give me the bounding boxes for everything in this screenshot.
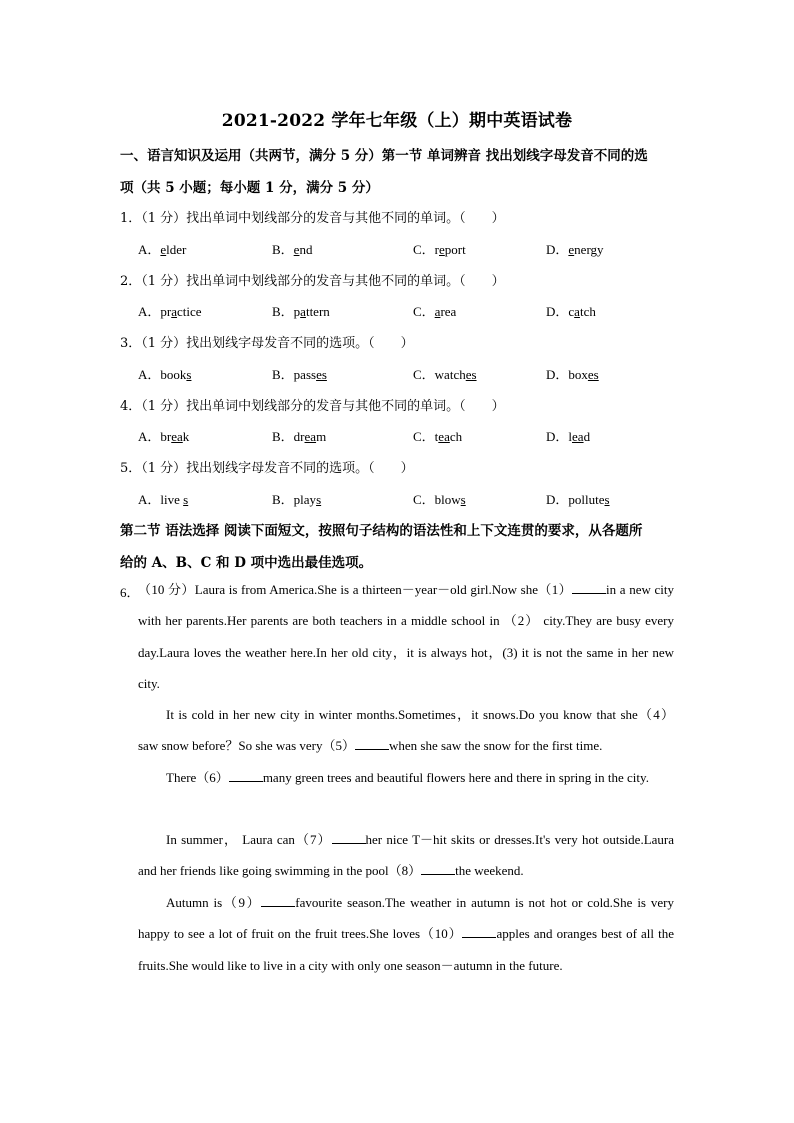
option-b[interactable]: B．plays bbox=[272, 492, 322, 507]
question-3-options bbox=[138, 364, 698, 382]
option-b[interactable]: B．pattern bbox=[272, 304, 330, 319]
passage-paragraph-3: There（6） many green trees and beautiful flowers here and there in spring in the city. bbox=[166, 770, 649, 785]
option-d[interactable]: D．boxes bbox=[546, 367, 599, 382]
answer-blank-5[interactable] bbox=[355, 738, 389, 750]
option-b[interactable]: B．end bbox=[272, 242, 313, 257]
option-a[interactable]: A．books bbox=[138, 367, 192, 382]
option-a[interactable]: A．live s bbox=[138, 492, 189, 507]
option-b[interactable]: B．dream bbox=[272, 429, 327, 444]
question-4-stem: 4．（1 分）找出单词中划线部分的发音与其他不同的单词。（ ） bbox=[120, 399, 505, 414]
question-6-number: 6． bbox=[120, 585, 140, 600]
option-d[interactable]: D．energy bbox=[546, 242, 604, 257]
option-a[interactable]: A．practice bbox=[138, 304, 202, 319]
question-5-options bbox=[138, 489, 698, 507]
answer-blank-8[interactable] bbox=[421, 863, 455, 875]
answer-blank-1[interactable] bbox=[572, 582, 606, 594]
option-d[interactable]: D．lead bbox=[546, 429, 591, 444]
answer-blank-7[interactable] bbox=[332, 832, 366, 844]
passage-paragraph-2: It is cold in her new city in winter months.Sometimes，it snows.Do you know that she（4） saw snow before？So she was very（5） when she saw the snow for the first time. bbox=[138, 707, 674, 754]
passage-paragraph-4: In summer， Laura can（7） her nice T－hit skits or dresses.It's very hot outside.Laura and her friends like going swimming in the pool（8） the weekend. bbox=[138, 832, 674, 879]
option-a[interactable]: A．elder bbox=[138, 242, 187, 257]
section1-heading-line1: 一、语言知识及运用（共两节，满分 5 分）第一节 单词辨音 找出划线字母发音不同的选 bbox=[120, 148, 648, 164]
option-b[interactable]: B．passes bbox=[272, 367, 327, 382]
section2-heading-line1: 第二节 语法选择 阅读下面短文，按照句子结构的语法性和上下文连贯的要求，从各题所 bbox=[120, 523, 643, 539]
question-2-options bbox=[138, 301, 698, 319]
option-c[interactable]: C．blows bbox=[413, 492, 466, 507]
option-d[interactable]: D．pollutes bbox=[546, 492, 610, 507]
option-c[interactable]: C．report bbox=[413, 242, 466, 257]
passage-paragraph-1: （10 分）Laura is from America.She is a thirteen－year－old girl.Now she（1） in a new city with her parents.Her parents are both teachers in a middle school in （2） city.They are busy every day.Laura loves the weather here.In her old city，it is always hot，(3) it is not the same in her new city. bbox=[138, 582, 674, 691]
question-4-options bbox=[138, 426, 698, 444]
section2-heading-line2: 给的 A、B、C 和 D 项中选出最佳选项。 bbox=[120, 555, 373, 571]
option-c[interactable]: C．teach bbox=[413, 429, 463, 444]
option-c[interactable]: C．watches bbox=[413, 367, 477, 382]
question-1-stem: 1．（1 分）找出单词中划线部分的发音与其他不同的单词。（ ） bbox=[120, 211, 505, 226]
page-title: 2021-2022 学年七年级（上）期中英语试卷 bbox=[221, 111, 573, 131]
question-5-stem: 5．（1 分）找出划线字母发音不同的选项。（ ） bbox=[120, 461, 414, 476]
passage-paragraph-5: Autumn is（9） favourite season.The weather in autumn is not hot or cold.She is very happy to see a lot of fruit on the fruit trees.She loves（10） apples and oranges best of all the fruits.She would like to live in a city with only one season－autumn in the future. bbox=[138, 895, 674, 973]
answer-blank-6[interactable] bbox=[229, 770, 263, 782]
answer-blank-9[interactable] bbox=[261, 895, 295, 907]
question-1-options bbox=[138, 239, 698, 257]
option-c[interactable]: C．area bbox=[413, 304, 457, 319]
answer-blank-10[interactable] bbox=[462, 926, 496, 938]
option-d[interactable]: D．catch bbox=[546, 304, 596, 319]
option-a[interactable]: A．break bbox=[138, 429, 190, 444]
question-2-stem: 2．（1 分）找出单词中划线部分的发音与其他不同的单词。（ ） bbox=[120, 274, 505, 289]
question-3-stem: 3．（1 分）找出划线字母发音不同的选项。（ ） bbox=[120, 336, 414, 351]
section1-heading-line2: 项（共 5 小题；每小题 1 分，满分 5 分） bbox=[120, 180, 379, 196]
